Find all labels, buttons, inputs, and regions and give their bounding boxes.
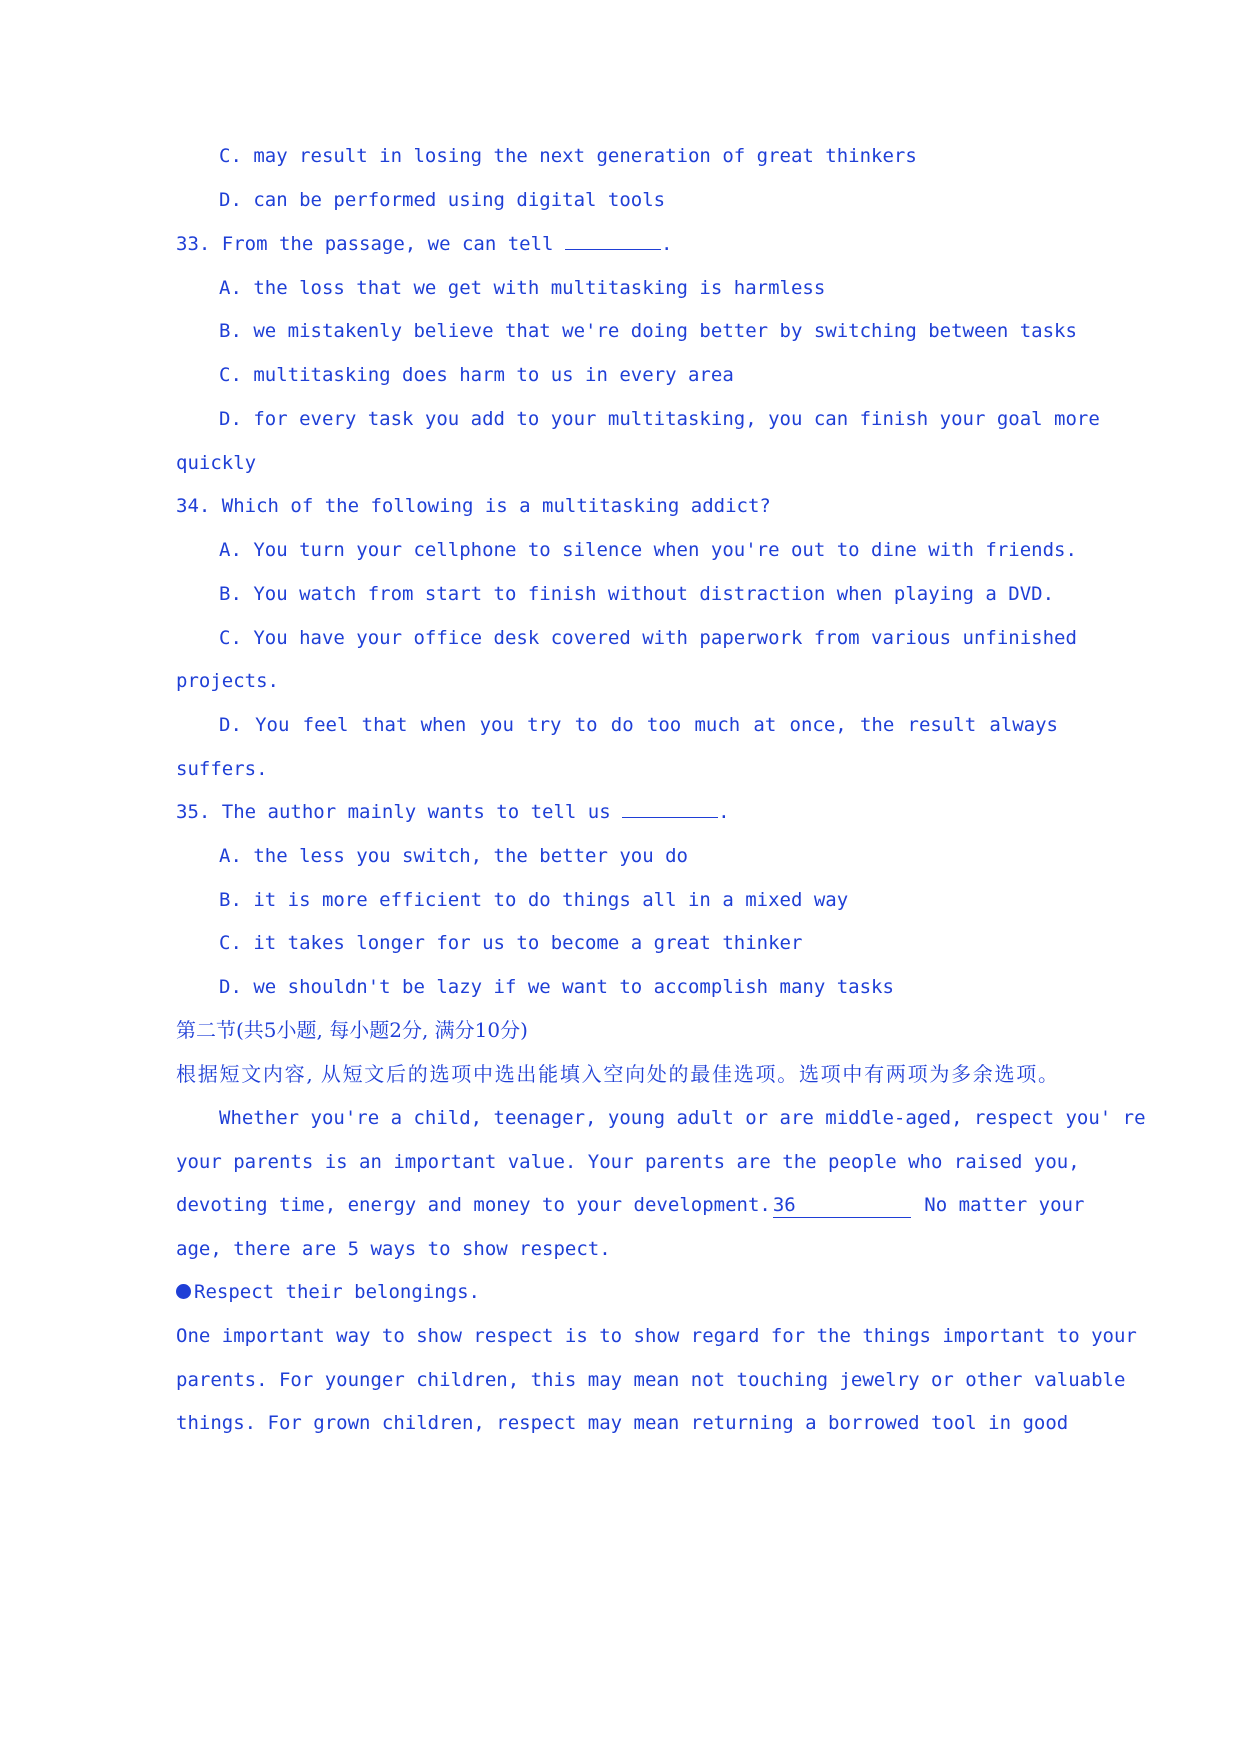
q32-option-c: C. may result in losing the next generation of great thinkers [219, 145, 917, 167]
q33-option-a: A. the loss that we get with multitasking is harmless [219, 277, 826, 299]
q34-stem: 34. Which of the following is a multitasking addict? [176, 495, 771, 517]
passage-p1-line1: Whether you're a child, teenager, young adult or are middle-aged, respect you' re [219, 1107, 1146, 1129]
bullet-heading [176, 1280, 1058, 1304]
q33-stem-text: 33. From the passage, we can tell [176, 233, 565, 255]
gap-blank-36: 36 [773, 1193, 911, 1218]
q34-option-d-line1: D. You feel that when you try to do too much at once, the result always [219, 714, 1058, 736]
q33-option-d-line1: D. for every task you add to your multitasking, you can finish your goal more [219, 408, 1100, 430]
q35-option-a: A. the less you switch, the better you do [219, 845, 688, 867]
answer-blank [622, 800, 718, 818]
q33-option-d-line2: quickly [176, 452, 257, 474]
section-heading: 第二节(共5小题, 每小题2分, 满分10分) [176, 1018, 528, 1042]
q35-option-c: C. it takes longer for us to become a great thinker [219, 932, 803, 954]
bullet-heading-text: Respect their belongings. [194, 1281, 480, 1303]
passage-p1-line3-text: devoting time, energy and money to your development. [176, 1194, 771, 1216]
q35-stem-text: 35. The author mainly wants to tell us [176, 801, 623, 823]
q34-option-b: B. You watch from start to finish without distraction when playing a DVD. [219, 583, 1055, 605]
passage-p1-line3 [176, 1193, 1085, 1218]
q34-option-d-line2: suffers. [176, 758, 268, 780]
q34-option-c-line2: projects. [176, 670, 279, 692]
passage-p2-line3: things. For grown children, respect may mean returning a borrowed tool in good [176, 1412, 1069, 1434]
q35-stem-end: . [718, 801, 730, 823]
q34-option-a: A. You turn your cellphone to silence when you're out to dine with friends. [219, 539, 1077, 561]
passage-p1-line4: age, there are 5 ways to show respect. [176, 1238, 611, 1260]
q35-stem [176, 800, 1058, 824]
q35-option-d: D. we shouldn't be lazy if we want to accomplish many tasks [219, 976, 894, 998]
passage-p2-line2: parents. For younger children, this may mean not touching jewelry or other valuable [176, 1369, 1126, 1391]
bullet-dot-icon [176, 1284, 191, 1299]
section-instruction: 根据短文内容, 从短文后的选项中选出能填入空向处的最佳选项。选项中有两项为多余选项。 [176, 1062, 1058, 1086]
q34-option-c-line1: C. You have your office desk covered with paperwork from various unfinished [219, 627, 1077, 649]
q33-stem-end: . [660, 233, 673, 255]
q35-option-b: B. it is more efficient to do things all in a mixed way [219, 889, 849, 911]
q33-option-b: B. we mistakenly believe that we're doing better by switching between tasks [219, 320, 1077, 342]
answer-blank [565, 232, 661, 250]
q32-option-d: D. can be performed using digital tools [219, 189, 666, 211]
q33-option-c: C. multitasking does harm to us in every area [219, 364, 734, 386]
passage-p1-line3-end: No matter your [924, 1194, 1085, 1216]
q33-stem [176, 232, 1058, 256]
passage-p2-line1: One important way to show respect is to show regard for the things important to your [176, 1325, 1137, 1347]
passage-p1-line2: your parents is an important value. Your parents are the people who raised you, [176, 1151, 1080, 1173]
